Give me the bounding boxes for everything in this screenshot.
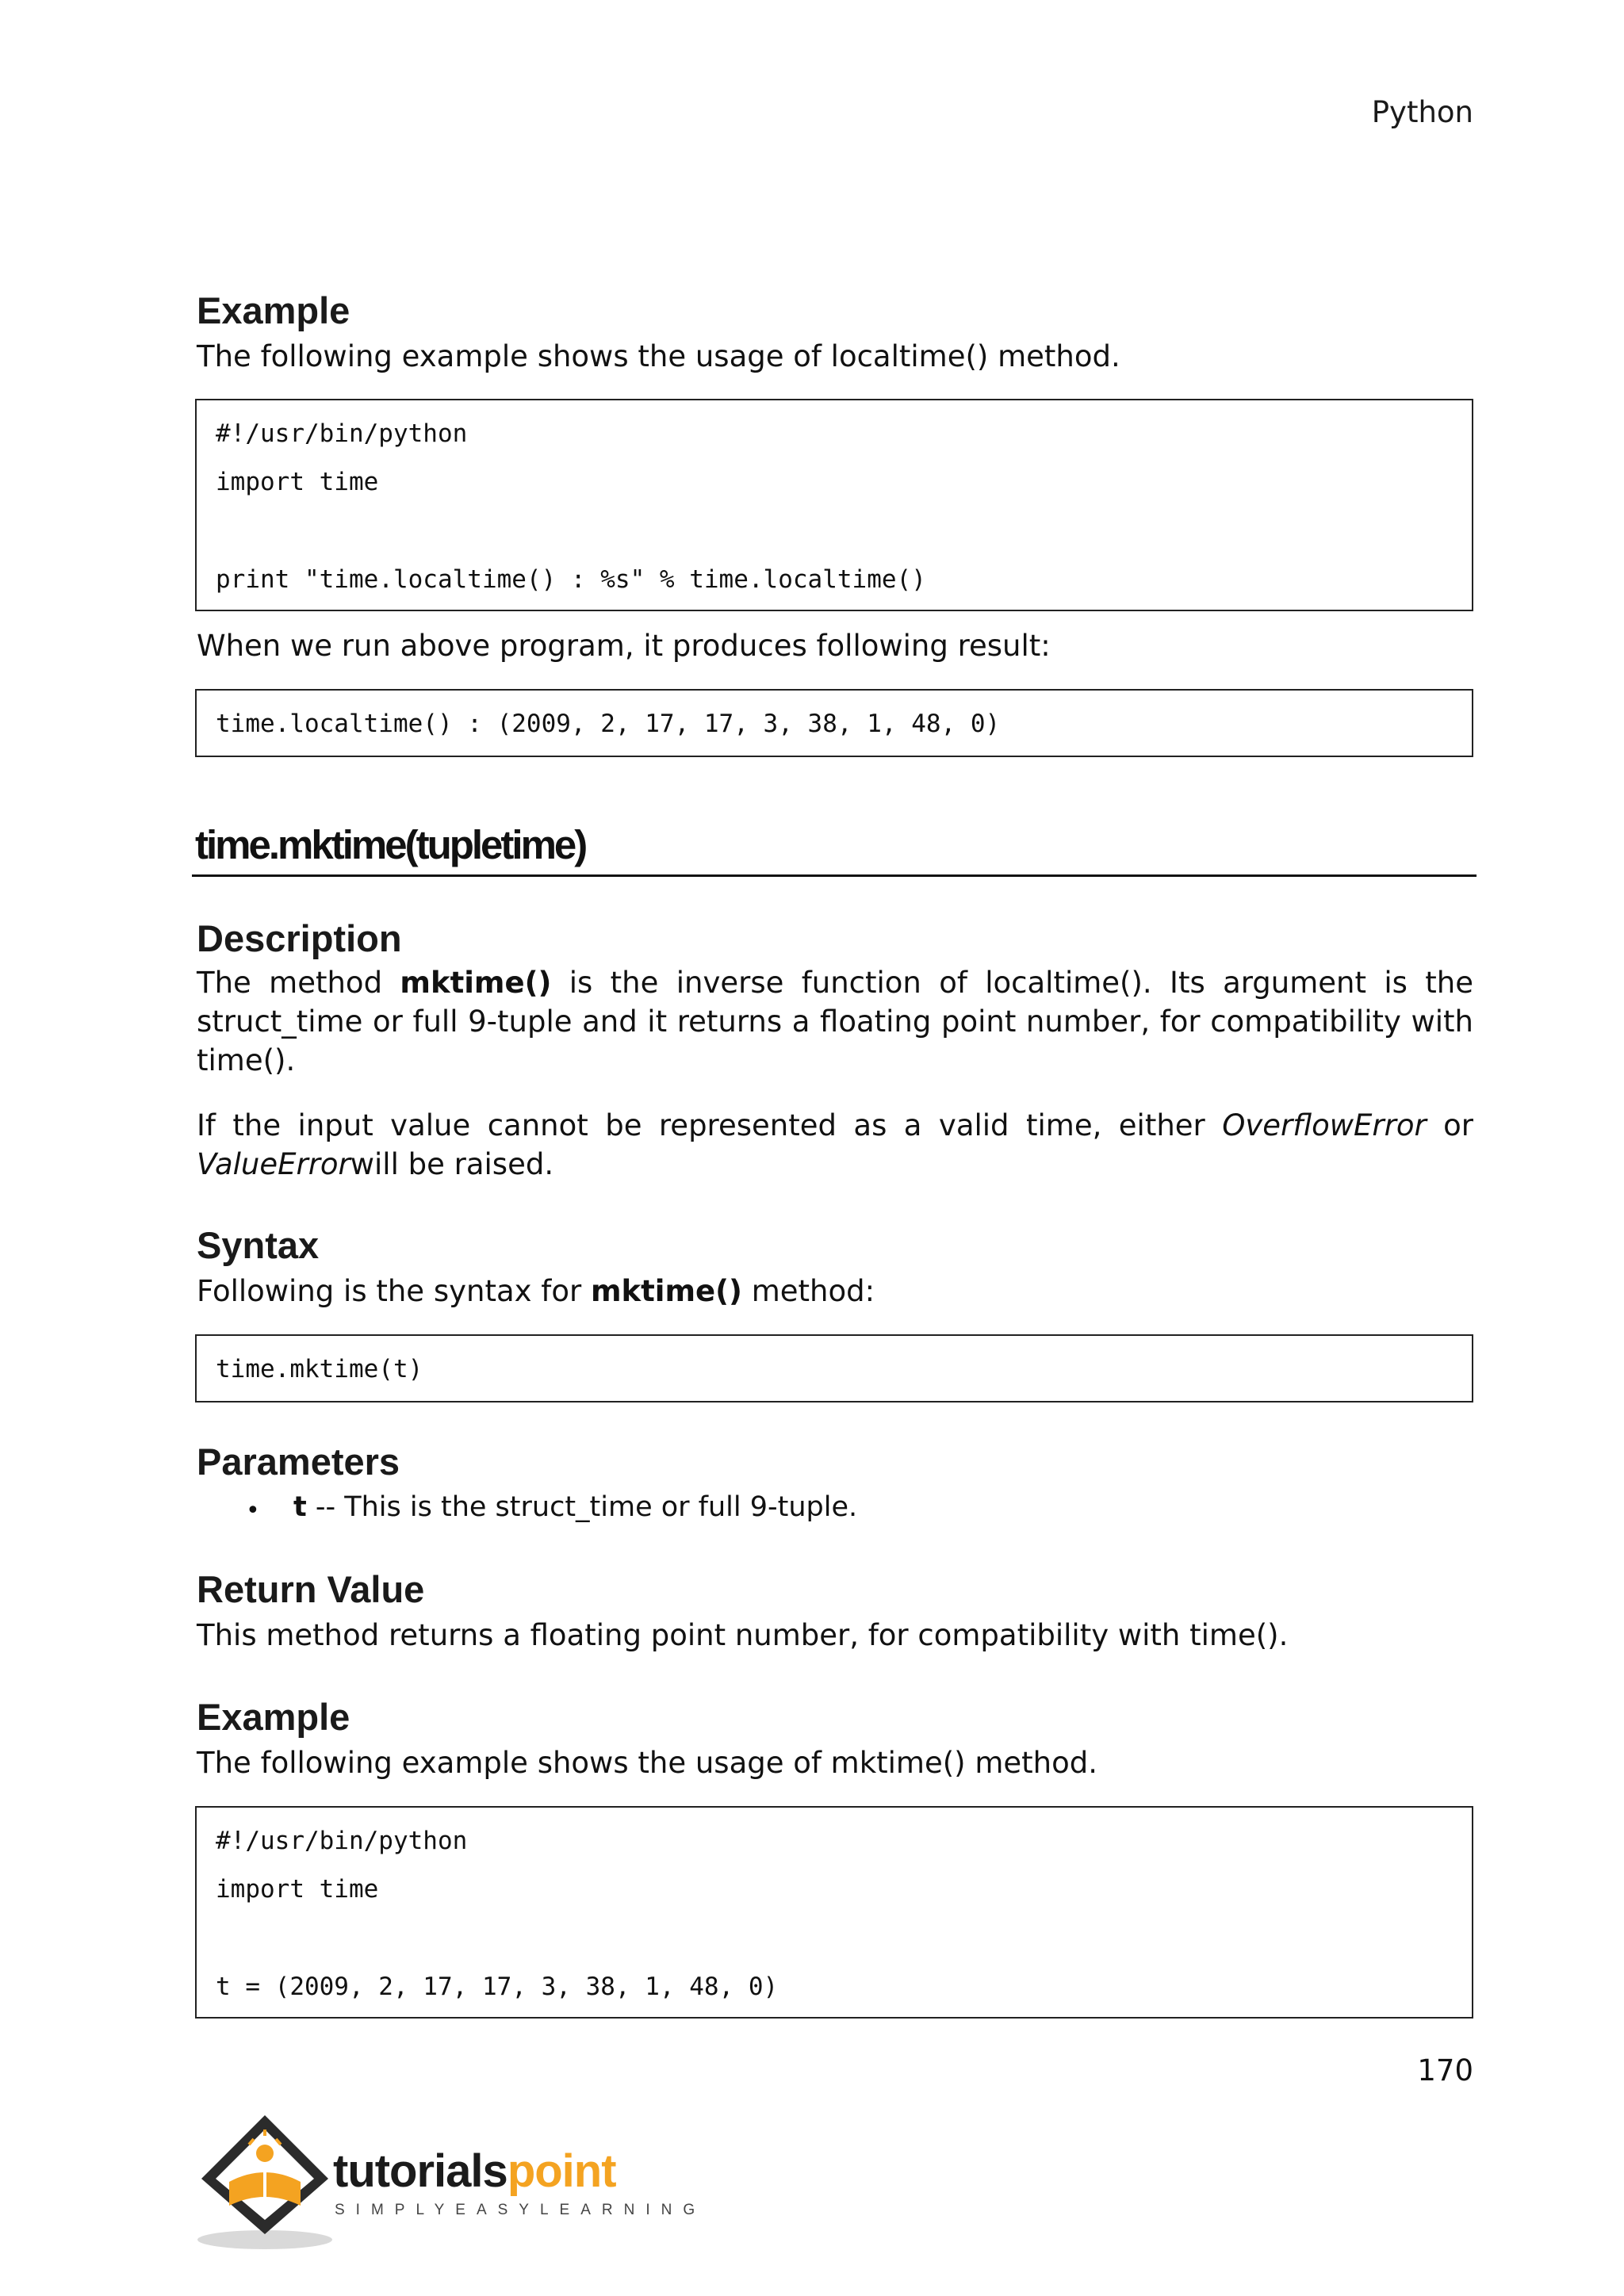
code-line: time.mktime(t)	[216, 1355, 423, 1383]
text-run: is the inverse function of localtime(). Its argument is the struct_time or full 9-tuple and it returns a floating point number, for compatibility with time().	[197, 966, 1473, 1077]
code-line: import time	[216, 1875, 379, 1904]
parameters-heading: Parameters	[197, 1441, 400, 1483]
code-line: t = (2009, 2, 17, 17, 3, 38, 1, 48, 0)	[216, 1973, 779, 2001]
section-divider	[192, 874, 1477, 877]
result-intro: When we run above program, it produces following result:	[197, 629, 1051, 663]
code-block	[195, 1806, 1473, 2019]
code-line: print "time.localtime() : %s" % time.localtime()	[216, 565, 926, 594]
logo-word-orange: point	[507, 2145, 616, 2197]
example-heading: Example	[197, 1696, 350, 1738]
code-line: #!/usr/bin/python	[216, 419, 468, 448]
page-number: 170	[1417, 2053, 1473, 2087]
return-value-text: This method returns a floating point number, for compatibility with time().	[197, 1618, 1289, 1652]
bullet: •	[246, 1497, 260, 1525]
text-run: If the input value cannot be represented as a valid time, either	[197, 1108, 1223, 1142]
code-line: #!/usr/bin/python	[216, 1827, 468, 1855]
example-heading: Example	[197, 289, 350, 331]
section-title: time.mktime(tupletime)	[195, 822, 586, 867]
method-name: mktime()	[400, 966, 552, 1000]
output-line: time.localtime() : (2009, 2, 17, 17, 3, 38, 1, 48, 0)	[216, 710, 1001, 738]
parameter-name: t	[293, 1491, 307, 1523]
tutorialspoint-logo	[193, 2109, 707, 2252]
parameter-description: -- This is the struct_time or full 9-tuple.	[306, 1491, 858, 1523]
method-name: mktime()	[590, 1274, 742, 1308]
code-block	[195, 399, 1473, 611]
logo-wordmark	[333, 2145, 616, 2197]
logo-tagline: SIMPLYEASYLEARNING	[335, 2202, 707, 2218]
logo-emblem-icon	[193, 2109, 336, 2252]
running-header: Python	[1371, 95, 1473, 129]
example-intro: The following example shows the usage of localtime() method.	[197, 339, 1120, 373]
example-intro: The following example shows the usage of mktime() method.	[197, 1746, 1098, 1780]
code-line: import time	[216, 468, 379, 496]
text-run: The method	[197, 966, 400, 1000]
description-paragraph	[197, 963, 1473, 1080]
syntax-intro	[197, 1272, 1473, 1311]
logo-word-dark: tutorials	[333, 2145, 508, 2197]
text-run: will be raised.	[350, 1147, 554, 1181]
syntax-heading: Syntax	[197, 1224, 320, 1266]
error-name: ValueError	[197, 1147, 350, 1181]
syntax-code-block	[195, 1334, 1473, 1402]
text-run: Following is the syntax for	[197, 1274, 591, 1308]
text-run: method:	[741, 1274, 875, 1308]
text-run: or	[1426, 1108, 1473, 1142]
description-heading: Description	[197, 917, 402, 959]
error-name: OverflowError	[1222, 1108, 1427, 1142]
output-block	[195, 689, 1473, 757]
parameter-item	[293, 1491, 857, 1523]
error-paragraph	[197, 1106, 1473, 1184]
return-value-heading: Return Value	[197, 1568, 425, 1610]
